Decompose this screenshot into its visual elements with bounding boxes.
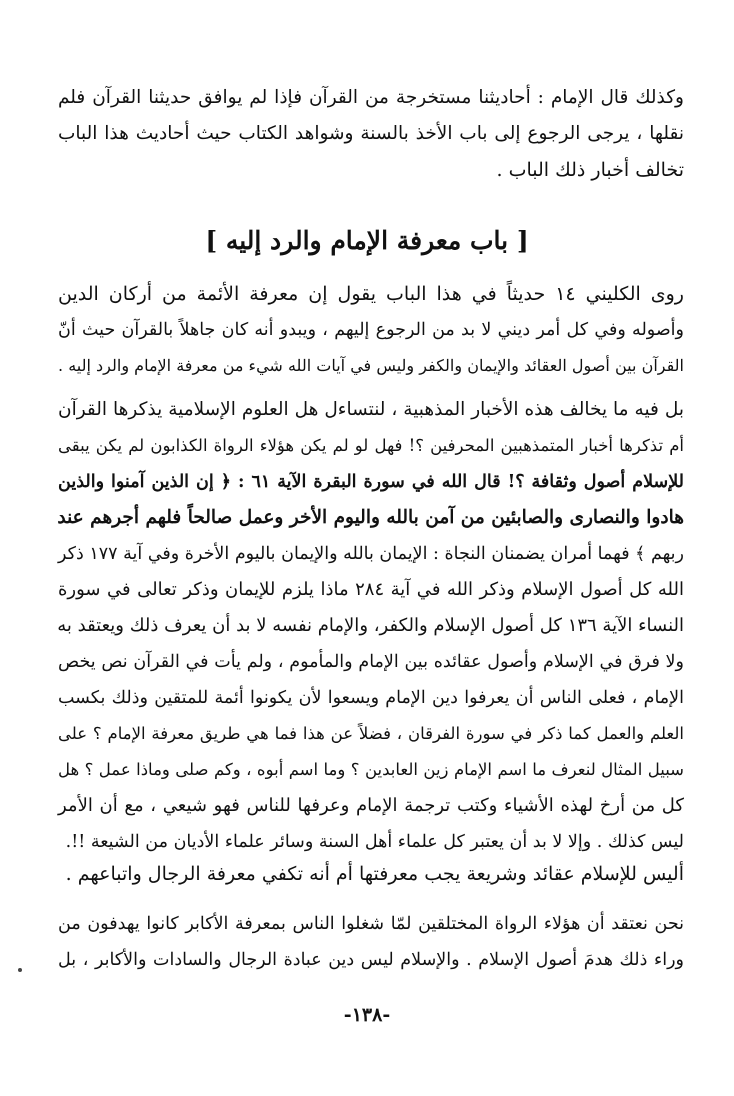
text-line: نقلها ، يرجى الرجوع إلى باب الأخذ بالسنة وشواهد الكتاب حيث أحاديث هذا الباب [58, 123, 684, 144]
text-line: أم تذكرها أخبار المتمذهبين المحرفين ؟! فهل لو لم يكن هؤلاء الرواة الكذابون لم يكن يبقى [58, 436, 684, 455]
scan-mark [18, 968, 22, 972]
text-line: ولا فرق في الإسلام وأصول عقائده بين الإمام والمأموم ، ولم يأت في القرآن نص يخص [58, 652, 684, 672]
text-line: بل فيه ما يخالف هذه الأخبار المذهبية ، لنتساءل هل العلوم الإسلامية يذكرها القرآن [58, 399, 684, 420]
text-line: سبيل المثال لنعرف ما اسم الإمام زين العابدين ؟ وما اسم أبوه ، وكم صلى وماذا عمل ؟ هل [58, 760, 684, 779]
text-line: للإسلام أصول وثقافة ؟! قال الله في سورة البقرة الآية ٦١ : ﴿ إن الذين آمنوا والذين [58, 472, 684, 492]
text-line: وأصوله وفي كل أمر ديني لا بد من الرجوع إليهم ، ويبدو أنه كان جاهلاً بالقرآن حيث أنّ [58, 320, 684, 340]
text-line: وراء ذلك هدمَ أصول الإسلام . والإسلام ليس دين عبادة الرجال والسادات والأكابر ، بل [58, 950, 684, 970]
text-line: تخالف أخبار ذلك الباب . [496, 159, 684, 181]
text-line: الإمام ، فعلى الناس أن يعرفوا دين الإمام ويسعوا لأن يكونوا أئمة للمتقين وذلك بكسب [58, 688, 684, 708]
text-line: الله كل أصول الإسلام وذكر الله في آية ٢٨٤ ماذا يلزم للإيمان وذكر تعالى في سورة [58, 579, 684, 600]
text-line: كل من أرخ لهذه الأشياء وكتب ترجمة الإمام وعرفها للناس فهو شيعي ، مع أن الأمر [58, 795, 684, 816]
section-heading: [ باب معرفة الإمام والرد إليه ] [205, 226, 529, 255]
text-line: هادوا والنصارى والصابئين من آمن بالله واليوم الأخر وعمل صالحاً فلهم أجرهم عند [57, 507, 684, 528]
page-number: -١٣٨- [343, 1004, 391, 1026]
text-line: ليس كذلك . وإلا لا بد أن يعتبر كل علماء أهل السنة وسائر علماء الأديان من الشيعة !!. [65, 832, 684, 852]
text-line: العلم والعمل كما ذكر في سورة الفرقان ، فضلاً عن هذا فما هي طريق معرفة الإمام ؟ على [58, 724, 684, 743]
text-line: وكذلك قال الإمام : أحاديثنا مستخرجة من القرآن فإذا لم يوافق حديثنا القرآن فلم [58, 87, 684, 108]
text-line: النساء الآية ١٣٦ كل أصول الإسلام والكفر، والإمام نفسه لا بد أن يعرف ذلك ويعتقد به [57, 615, 684, 636]
text-line: نحن نعتقد أن هؤلاء الرواة المختلقين لمّا شغلوا الناس بمعرفة الأكابر كانوا يهدفون من [58, 914, 684, 934]
text-line: ربهم ﴾ فهما أمران يضمنان النجاة : الإيمان بالله والإيمان باليوم الأخرة وفي آية ١٧٧ ذكر [58, 544, 684, 564]
text-line: أليس للإسلام عقائد وشريعة يجب معرفتها أم أنه تكفي معرفة الرجال واتباعهم . [65, 863, 684, 885]
text-line: روى الكليني ١٤ حديثاً في هذا الباب يقول إن معرفة الأئمة من أركان الدين [58, 283, 684, 305]
text-line: القرآن بين أصول العقائد والإيمان والكفر وليس في آيات الله شيء من معرفة الإمام والرد إليه . [58, 356, 684, 375]
